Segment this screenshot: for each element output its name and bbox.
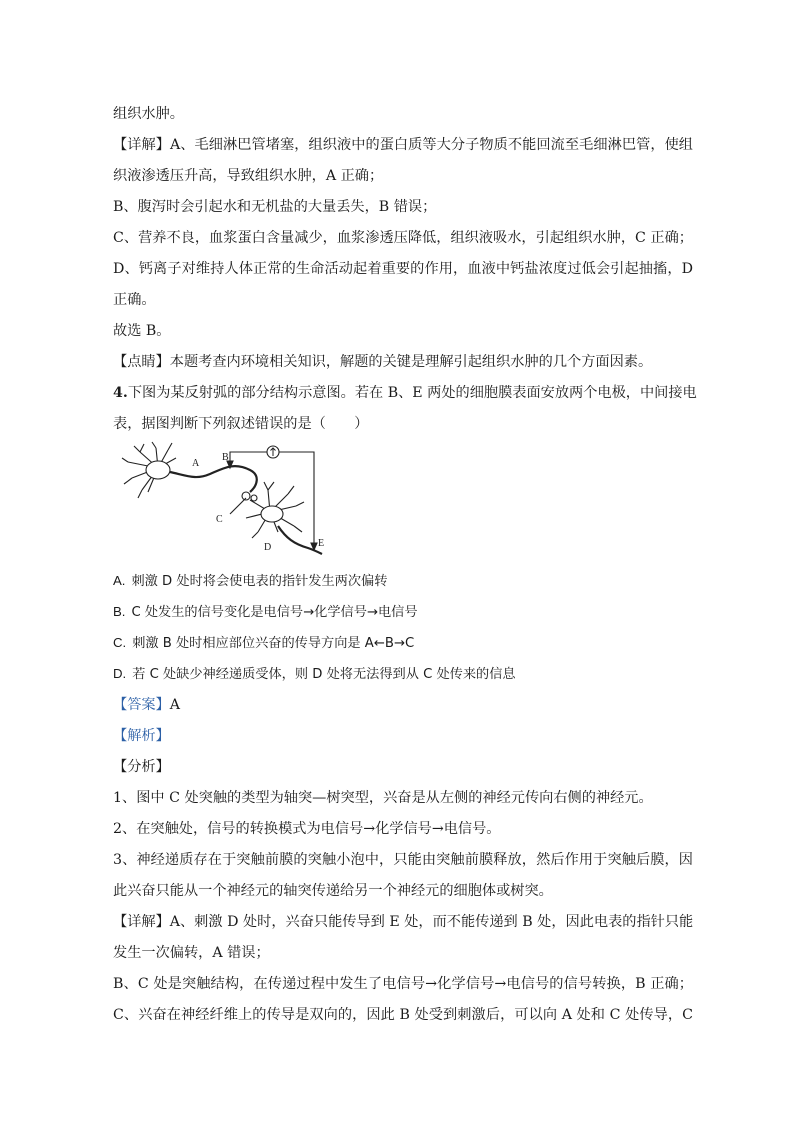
reflex-arc-diagram: [118, 440, 338, 558]
analysis-line: 【分析】: [113, 759, 170, 775]
option-c-text: 刺激 B 处时相应部位兴奋的传导方向是 A←B→C: [132, 636, 415, 651]
option-d: [113, 664, 516, 685]
text-line: D、钙离子对维持人体正常的生命活动起着重要的作用，血液中钙盐浓度过低会引起抽搐，D: [113, 261, 693, 277]
question-number: 4.: [113, 385, 128, 401]
figure-label-a: A: [192, 458, 200, 469]
text-line: B、腹泻时会引起水和无机盐的大量丢失，B 错误；: [113, 199, 437, 215]
reflex-arc-figure: [118, 440, 338, 558]
text-line: 织液渗透压升高，导致组织水肿，A 正确；: [113, 168, 384, 184]
answer-value: A: [169, 697, 181, 713]
question-stem-line1: 下图为某反射弧的部分结构示意图。若在 B、E 两处的细胞膜表面安放两个电极，中间接电: [127, 385, 697, 401]
option-d-text: 若 C 处缺少神经递质受体，则 D 处将无法得到从 C 处传来的信息: [132, 667, 516, 682]
option-b: [113, 602, 418, 623]
option-b-label: B.: [113, 604, 126, 619]
figure-label-c: C: [216, 514, 223, 525]
option-a: [113, 571, 387, 592]
answer-tag: 【答案】: [113, 697, 170, 713]
text-line: C、营养不良，血浆蛋白含量减少，血浆渗透压降低，组织液吸水，引起组织水肿，C 正确；: [113, 230, 693, 246]
analysis-line: 此兴奋只能从一个神经元的轴突传递给另一个神经元的细胞体或树突。: [113, 883, 553, 899]
analysis-line: B、C 处是突触结构，在传递过程中发生了电信号→化学信号→电信号的信号转换，B 正确；: [113, 976, 693, 992]
analysis-tag: 【解析】: [113, 728, 170, 744]
figure-label-d: D: [264, 542, 272, 553]
text-line: 组织水肿。: [113, 106, 184, 122]
analysis-line: 2、在突触处，信号的转换模式为电信号→化学信号→电信号。: [113, 821, 501, 837]
analysis-line: 1、图中 C 处突触的类型为轴突—树突型，兴奋是从左侧的神经元传向右侧的神经元。: [113, 790, 653, 806]
option-c-label: C.: [113, 635, 127, 650]
option-a-text: 刺激 D 处时将会使电表的指针发生两次偏转: [131, 574, 388, 589]
figure-label-b: B: [222, 452, 229, 463]
figure-label-e: E: [318, 538, 325, 549]
text-line: 故选 B。: [113, 323, 171, 339]
text-line: 【详解】A、毛细淋巴管堵塞，组织液中的蛋白质等大分子物质不能回流至毛细淋巴管，使组: [113, 137, 693, 153]
question-stem: [113, 383, 697, 403]
option-a-label: A.: [113, 573, 126, 588]
option-d-label: D.: [113, 666, 127, 681]
option-c: [113, 633, 414, 654]
text-line: 正确。: [113, 292, 156, 308]
analysis-line: 【详解】A、刺激 D 处时，兴奋只能传导到 E 处，而不能传递到 B 处，因此电表的指针只能: [113, 914, 694, 930]
analysis-line: 发生一次偏转，A 错误；: [113, 945, 270, 961]
option-b-text: C 处发生的信号变化是电信号→化学信号→电信号: [131, 605, 418, 620]
analysis-line: 3、神经递质存在于突触前膜的突触小泡中，只能由突触前膜释放，然后作用于突触后膜，因: [113, 852, 693, 868]
question-stem-line2: 表，据图判断下列叙述错误的是（ ）: [113, 416, 369, 432]
text-line: 【点睛】本题考查内环境相关知识，解题的关键是理解引起组织水肿的几个方面因素。: [113, 354, 653, 370]
analysis-line: C、兴奋在神经纤维上的传导是双向的，因此 B 处受到刺激后，可以向 A 处和 C 处传导，C: [113, 1007, 693, 1023]
answer-line: [113, 695, 693, 715]
